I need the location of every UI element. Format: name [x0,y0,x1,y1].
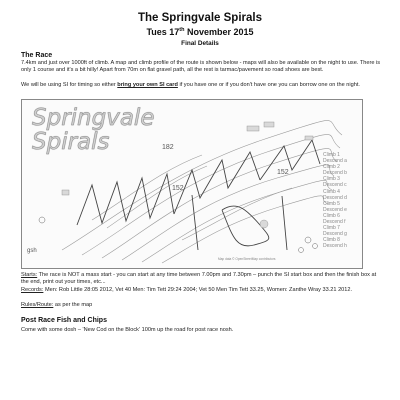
route-map [21,99,363,269]
climb-legend-item: Descend g [323,231,347,238]
climb-legend-item: Climb 4 [323,188,340,195]
rules-label: Rules/Route: [21,302,54,308]
climb-legend-item: Descend b [323,170,347,177]
final-details-label: Final Details [181,40,219,47]
starts-label: Starts: [21,272,38,278]
climb-legend-item: Climb 5 [323,200,340,207]
page-title: The Springvale Spirals [138,12,262,24]
rules-info [21,302,383,309]
map-title-line1: Springvale [32,105,155,131]
post-race-text: Come with some dosh – 'New Cod on the Block' 100m up the road for post race nosh. [21,327,234,333]
race-description: 7.4km and just over 1000ft of climb. A map and climb profile of the route is shown below - maps will also be available on the night to use. There is only 1 course and it's a bit hilly! Apart from 70m on flat gravel path, all the rest is tarmac/pavement so road shoes are best. [21,60,381,74]
map-trees [39,217,318,253]
timing-info-start: We will be using SI for timing so either [21,82,118,88]
si-card-note: bring your own SI card [117,82,178,88]
post-race-heading: Post Race Fish and Chips [21,317,107,324]
event-date [0,27,400,37]
climb-legend-item: Descend h [323,243,347,250]
climb-legend-item: Climb 1 [323,152,340,158]
timing-info-end: if you have one or if you don't have one you can borrow one on the night. [177,82,360,88]
climb-legend-item: Climb 6 [323,212,340,219]
records-text: Men: Rob Little 28:05 2012, Vet 40 Men: Tim Tett 29:24 2004; Vet 50 Men Tim Tett 33.25, Women: Zanthe Wray 33.21 2012. [43,287,353,293]
map-title-line2: Spirals [32,129,110,155]
records-label: Records: [21,287,44,293]
records-info [21,287,383,294]
event-date-main: Tues 17 [146,27,180,37]
climb-legend-item: Descend d [323,194,347,201]
climb-legend [323,152,360,250]
starts-info [21,272,383,287]
map-title [32,106,154,154]
contour-label-2: 152 [172,185,184,192]
starts-text: The race is NOT a mass start - you can start at any time between 7.00pm and 7.30pm – punch the SI start box and then the finish box at the end, print out your times, etc... [21,272,377,286]
race-heading: The Race [21,52,53,59]
climb-legend-item: Descend e [323,206,347,213]
climb-legend-item: Climb 7 [323,225,340,232]
climb-legend-item: Descend f [323,219,346,226]
event-date-rest: November 2015 [184,27,254,37]
rules-text: as per the map [53,302,93,308]
contour-label-1: 182 [162,144,174,151]
climb-legend-item: Climb 3 [323,176,340,183]
climb-legend-item: Climb 8 [323,237,340,244]
climb-legend-item: Descend c [323,182,347,189]
map-place-label: gsh [27,248,37,254]
climb-legend-item: Descend a [323,158,347,165]
timing-info [21,82,383,89]
event-date-suffix: th [179,27,185,33]
map-credit: Map data © OpenStreetMap contributors [218,257,276,261]
climb-legend-item: Climb 2 [323,164,340,171]
contour-label-3: 152 [277,169,289,176]
